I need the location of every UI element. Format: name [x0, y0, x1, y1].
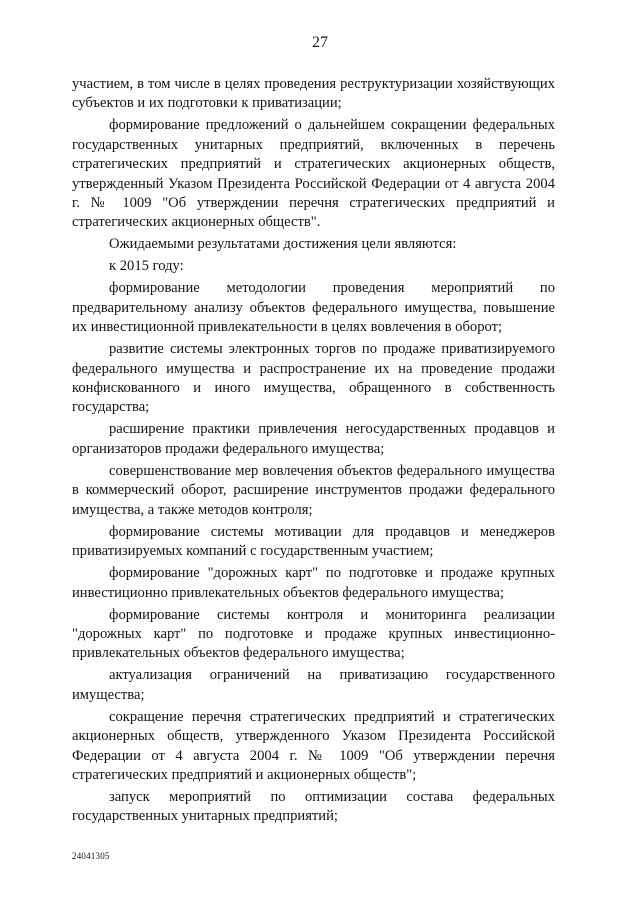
list-item-roadmaps: формирование "дорожных карт" по подготовке и продаже крупных инвестиционно привлекательных объектов федерального имущества;: [72, 565, 555, 601]
paragraph-continuation: участием, в том числе в целях проведения реструктуризации хозяйствующих субъектов и их подготовки к приватизации;: [72, 76, 555, 112]
list-item-non-state-sellers: расширение практики привлечения негосударственных продавцов и организаторов продажи федерального имущества;: [72, 421, 555, 457]
list-item-commercial-turnover: совершенствование мер вовлечения объектов федерального имущества в коммерческий оборот, расширение инструментов продажи федерального имущества, а также методов контроля;: [72, 462, 555, 518]
document-code: 24041305: [72, 851, 110, 861]
page-number: 27: [312, 34, 328, 51]
paragraph-proposals-reduction: формирование предложений о дальнейшем сокращении федеральных государственных унитарных предприятий, включенных в перечень стратегических предприятий и стратегических акционерных обществ, утвержденный Указом Президента Российской Федерации от 4 августа 2004 г. № 1009 "Об утверждении перечня стратегических предприятий и стратегических акционерных обществ".: [72, 117, 555, 231]
document-body: [72, 75, 555, 829]
list-item-motivation-system: формирование системы мотивации для продавцов и менеджеров приватизируемых компаний с государственным участием;: [72, 523, 555, 560]
list-item-methodology: формирование методологии проведения мероприятий по предварительному анализу объектов федерального имущества, повышение их инвестиционной привлекательности в целях вовлечения в оборот;: [72, 280, 555, 336]
list-item-roadmap-monitoring: формирование системы контроля и мониторинга реализации "дорожных карт" по подготовке и продаже крупных инвестиционно-привлекательных объектов федерального имущества;: [72, 606, 555, 662]
list-item-strategic-list-reduction: сокращение перечня стратегических предприятий и стратегических акционерных обществ, утвержденного Указом Президента Российской Федерации от 4 августа 2004 г. № 1009 "Об утверждении перечня стратегических предприятий и акционерных обществ";: [72, 708, 555, 783]
list-item-fgup-optimization: запуск мероприятий по оптимизации состава федеральных государственных унитарных предприятий;: [72, 788, 555, 825]
paragraph-expected-results-intro: Ожидаемыми результатами достижения цели являются:: [109, 236, 457, 253]
list-item-electronic-trading: развитие системы электронных торгов по продаже приватизируемого федерального имущества и распространение их на проведение продажи конфискованного и иного имущества, обращенного в собственность государства;: [72, 341, 555, 416]
paragraph-by-2015: к 2015 году:: [109, 258, 184, 275]
list-item-privatization-restrictions: актуализация ограничений на приватизацию государственного имущества;: [72, 667, 555, 703]
